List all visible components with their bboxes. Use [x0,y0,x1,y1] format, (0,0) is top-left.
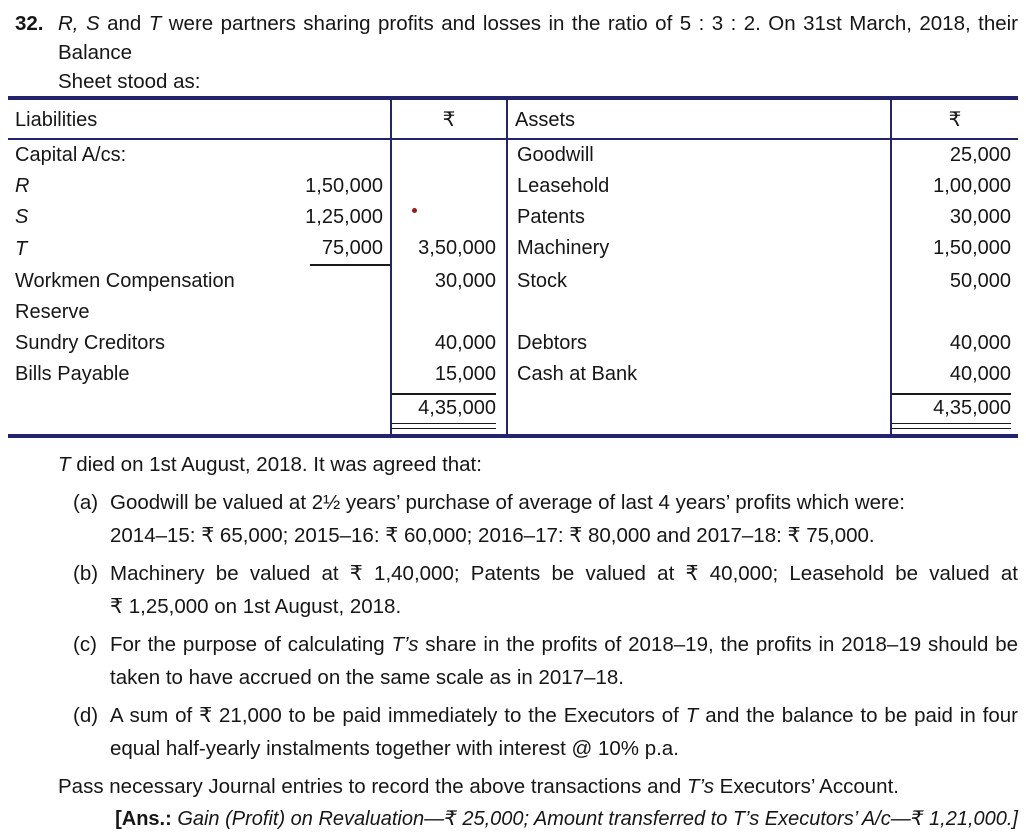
condition-lines [110,699,1018,765]
text-fragment: and [99,12,149,35]
red-dot-artifact [412,208,417,213]
condition-marker: (a) [73,491,99,514]
condition-item [73,699,1018,765]
asset-amount-cell: 25,000 [890,140,1018,171]
liability-amount-cell: 40,000 [390,328,508,359]
liability-label-cell [8,140,390,171]
text-fragment: Machinery be valued at ₹ 1,40,000; Patents be valued at ₹ 40,000; Leasehold be valued at [110,562,1018,585]
text-fragment: T [58,453,71,476]
asset-amount-cell: 50,000 [890,266,1018,328]
question-number: 32. [15,12,44,35]
condition-marker: (b) [73,562,99,585]
liability-subamount: 1,50,000 [305,175,383,197]
liability-label-cell [8,359,390,390]
liability-label: T [15,238,28,260]
liability-subamount [310,359,390,390]
asset-amount-cell: 40,000 [890,359,1018,390]
asset-amount-cell: 30,000 [890,202,1018,233]
text-fragment: died on 1st August, 2018. It was agreed that: [70,453,482,476]
condition-item [73,628,1018,694]
asset-amount-cell: 1,00,000 [890,171,1018,202]
text-fragment: Pass necessary Journal entries to record the above transactions and [58,775,688,798]
double-rule [892,423,1011,429]
liabilities-header: Liabilities [8,100,390,140]
assets-total: 4,35,000 [892,393,1011,421]
liability-subamount [310,328,390,359]
asset-amount-cell: 1,50,000 [890,233,1018,266]
closing-instruction [58,770,1018,803]
liability-label-cell [8,233,390,266]
liability-amount-cell: 3,50,000 [390,233,508,266]
text-fragment: T [148,12,162,35]
text-fragment: Goodwill be valued at 2½ years’ purchase of average of last 4 years’ profits which were: [110,491,905,514]
liability-label: Capital A/cs: [15,144,127,166]
condition-line [110,661,1018,694]
balance-sheet-table [8,96,1018,438]
assets-rupee-header: ₹ [890,100,1018,140]
double-rule [392,423,496,429]
condition-line [110,519,1018,552]
assets-header: Assets [508,100,890,140]
condition-line [110,590,1018,623]
liability-label: Workmen Compensation Reserve [15,270,235,323]
liability-subamount: 75,000 [310,233,390,266]
text-fragment: T’s [687,775,714,798]
asset-amount-cell: 40,000 [890,328,1018,359]
text-fragment: [Ans.: [115,808,178,830]
asset-label-cell: Goodwill [517,144,594,166]
text-fragment: 2014–15: ₹ 65,000; 2015–16: ₹ 60,000; 2016–17: ₹ 80,000 and 2017–18: ₹ 75,000. [110,524,875,547]
liability-label: Sundry Creditors [15,332,166,354]
text-fragment: taken to have accrued on the same scale as in 2017–18. [110,666,624,689]
condition-marker: (d) [73,704,99,727]
condition-marker: (c) [73,633,97,656]
text-fragment: R, S [58,12,100,35]
liability-amount-cell [390,171,508,202]
asset-label-cell: Patents [517,206,585,228]
condition-lines [110,557,1018,623]
text-fragment: For the purpose of calculating [110,633,392,656]
condition-line [110,732,1018,765]
text-fragment: share in the profits of 2018–19, the profits in 2018–19 should be [418,633,1018,656]
liability-label: Bills Payable [15,363,130,385]
text-fragment: A sum of ₹ 21,000 to be paid immediately to the Executors of [110,704,686,727]
asset-label-cell: Stock [517,270,568,292]
asset-label-cell: Cash at Bank [517,363,638,385]
liability-subamount [310,266,390,328]
asset-label-cell: Leasehold [517,175,610,197]
question-block [8,9,1018,96]
condition-line [110,557,1018,590]
condition-line [110,699,1018,732]
liabilities-total-cell [390,390,508,434]
liability-amount-cell [390,140,508,171]
liability-label-cell [8,266,390,328]
text-fragment: were partners sharing profits and losses in the ratio of 5 : 3 : 2. On 31st March, 2018, their Balance [58,12,1019,64]
answer-line [8,806,1018,832]
liabilities-total: 4,35,000 [392,393,496,421]
liability-label-cell [8,202,390,233]
condition-line [110,628,1018,661]
question-line-1 [58,9,1018,67]
text-fragment: T’s [391,633,419,656]
text-fragment: ₹ 1,25,000 on 1st August, 2018. [110,595,402,618]
intro-paragraph [58,452,1018,478]
text-fragment: and the balance to be paid in four [698,704,1018,727]
condition-item [73,486,1018,552]
liability-label: R [15,175,30,197]
liability-label-cell [8,328,390,359]
liability-amount-cell: 15,000 [390,359,508,390]
liabilities-rupee-header: ₹ [390,100,508,140]
liability-subamount [310,140,390,171]
condition-lines [110,628,1018,694]
liability-label: S [15,206,29,228]
condition-line [110,486,1018,519]
question-line-2: Sheet stood as: [58,70,201,93]
text-fragment: Executors’ Account. [713,775,899,798]
condition-lines [110,486,1018,552]
conditions-list [73,486,1018,765]
liability-subamount: 1,25,000 [305,206,383,228]
text-fragment: Gain (Profit) on Revaluation—₹ 25,000; Amount transferred to T’s Executors’ A/c—₹ 1,21,000.] [177,808,1018,830]
asset-label-cell: Debtors [517,332,588,354]
text-fragment: equal half-yearly instalments together with interest @ 10% p.a. [110,737,679,760]
condition-item [73,557,1018,623]
asset-label-cell: Machinery [517,237,610,259]
text-fragment: T [685,704,699,727]
liability-label-cell [8,171,390,202]
question-text [58,9,1018,96]
liability-amount-cell [390,202,508,233]
total-spacer-left [8,390,390,434]
total-spacer-right [508,390,890,434]
assets-total-cell [890,390,1018,434]
liability-amount-cell: 30,000 [390,266,508,328]
